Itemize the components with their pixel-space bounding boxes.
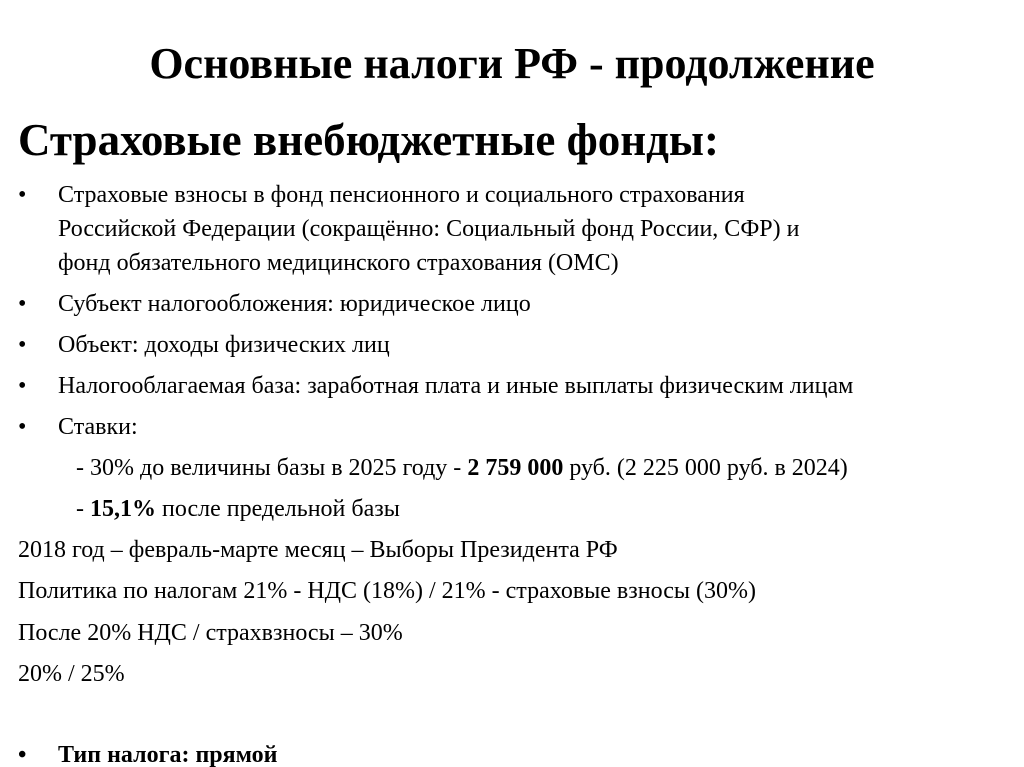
rate-line-15 <box>76 492 400 526</box>
bullet-text: Объект: доходы физических лиц <box>58 332 390 358</box>
bullet-line: Российской Федерации (сокращённо: Социальный фонд России, СФР) и <box>58 216 800 242</box>
rate-suffix: руб. (2 225 000 руб. в 2024) <box>563 455 848 481</box>
bullet-text: Ставки: <box>58 414 138 440</box>
slide-title: Основные налоги РФ - продолжение <box>149 39 875 88</box>
note-line: Политика по налогам 21% - НДС (18%) / 21% - страховые взносы (30%) <box>18 578 756 604</box>
note-line: 2018 год – февраль-марте месяц – Выборы Президента РФ <box>18 537 618 563</box>
bullet-text: Тип налога: прямой <box>58 742 278 767</box>
rate-value: 15,1% <box>90 496 156 522</box>
bullet-icon: • <box>18 373 27 399</box>
bullet-icon: • <box>18 332 27 358</box>
note-line: После 20% НДС / страхвзносы – 30% <box>18 620 403 646</box>
rate-suffix: после предельной базы <box>156 496 400 522</box>
rate-prefix: - <box>76 496 90 522</box>
rate-line-30 <box>76 451 848 485</box>
bullet-line: Страховые взносы в фонд пенсионного и социального страхования <box>58 182 745 208</box>
bullet-text: Налогооблагаемая база: заработная плата и иные выплаты физическим лицам <box>58 373 854 399</box>
bullet-text: Субъект налогообложения: юридическое лицо <box>58 291 531 317</box>
bullet-icon: • <box>18 742 27 767</box>
bullet-line: фонд обязательного медицинского страхования (ОМС) <box>58 250 619 276</box>
bullet-icon: • <box>18 182 27 208</box>
bullet-icon: • <box>18 291 27 317</box>
section-heading: Страховые внебюджетные фонды: <box>18 115 720 165</box>
note-line: 20% / 25% <box>18 661 125 687</box>
bullet-icon: • <box>18 414 27 440</box>
rate-prefix: - 30% до величины базы в 2025 году - <box>76 455 468 481</box>
rate-threshold: 2 759 000 <box>467 455 564 481</box>
